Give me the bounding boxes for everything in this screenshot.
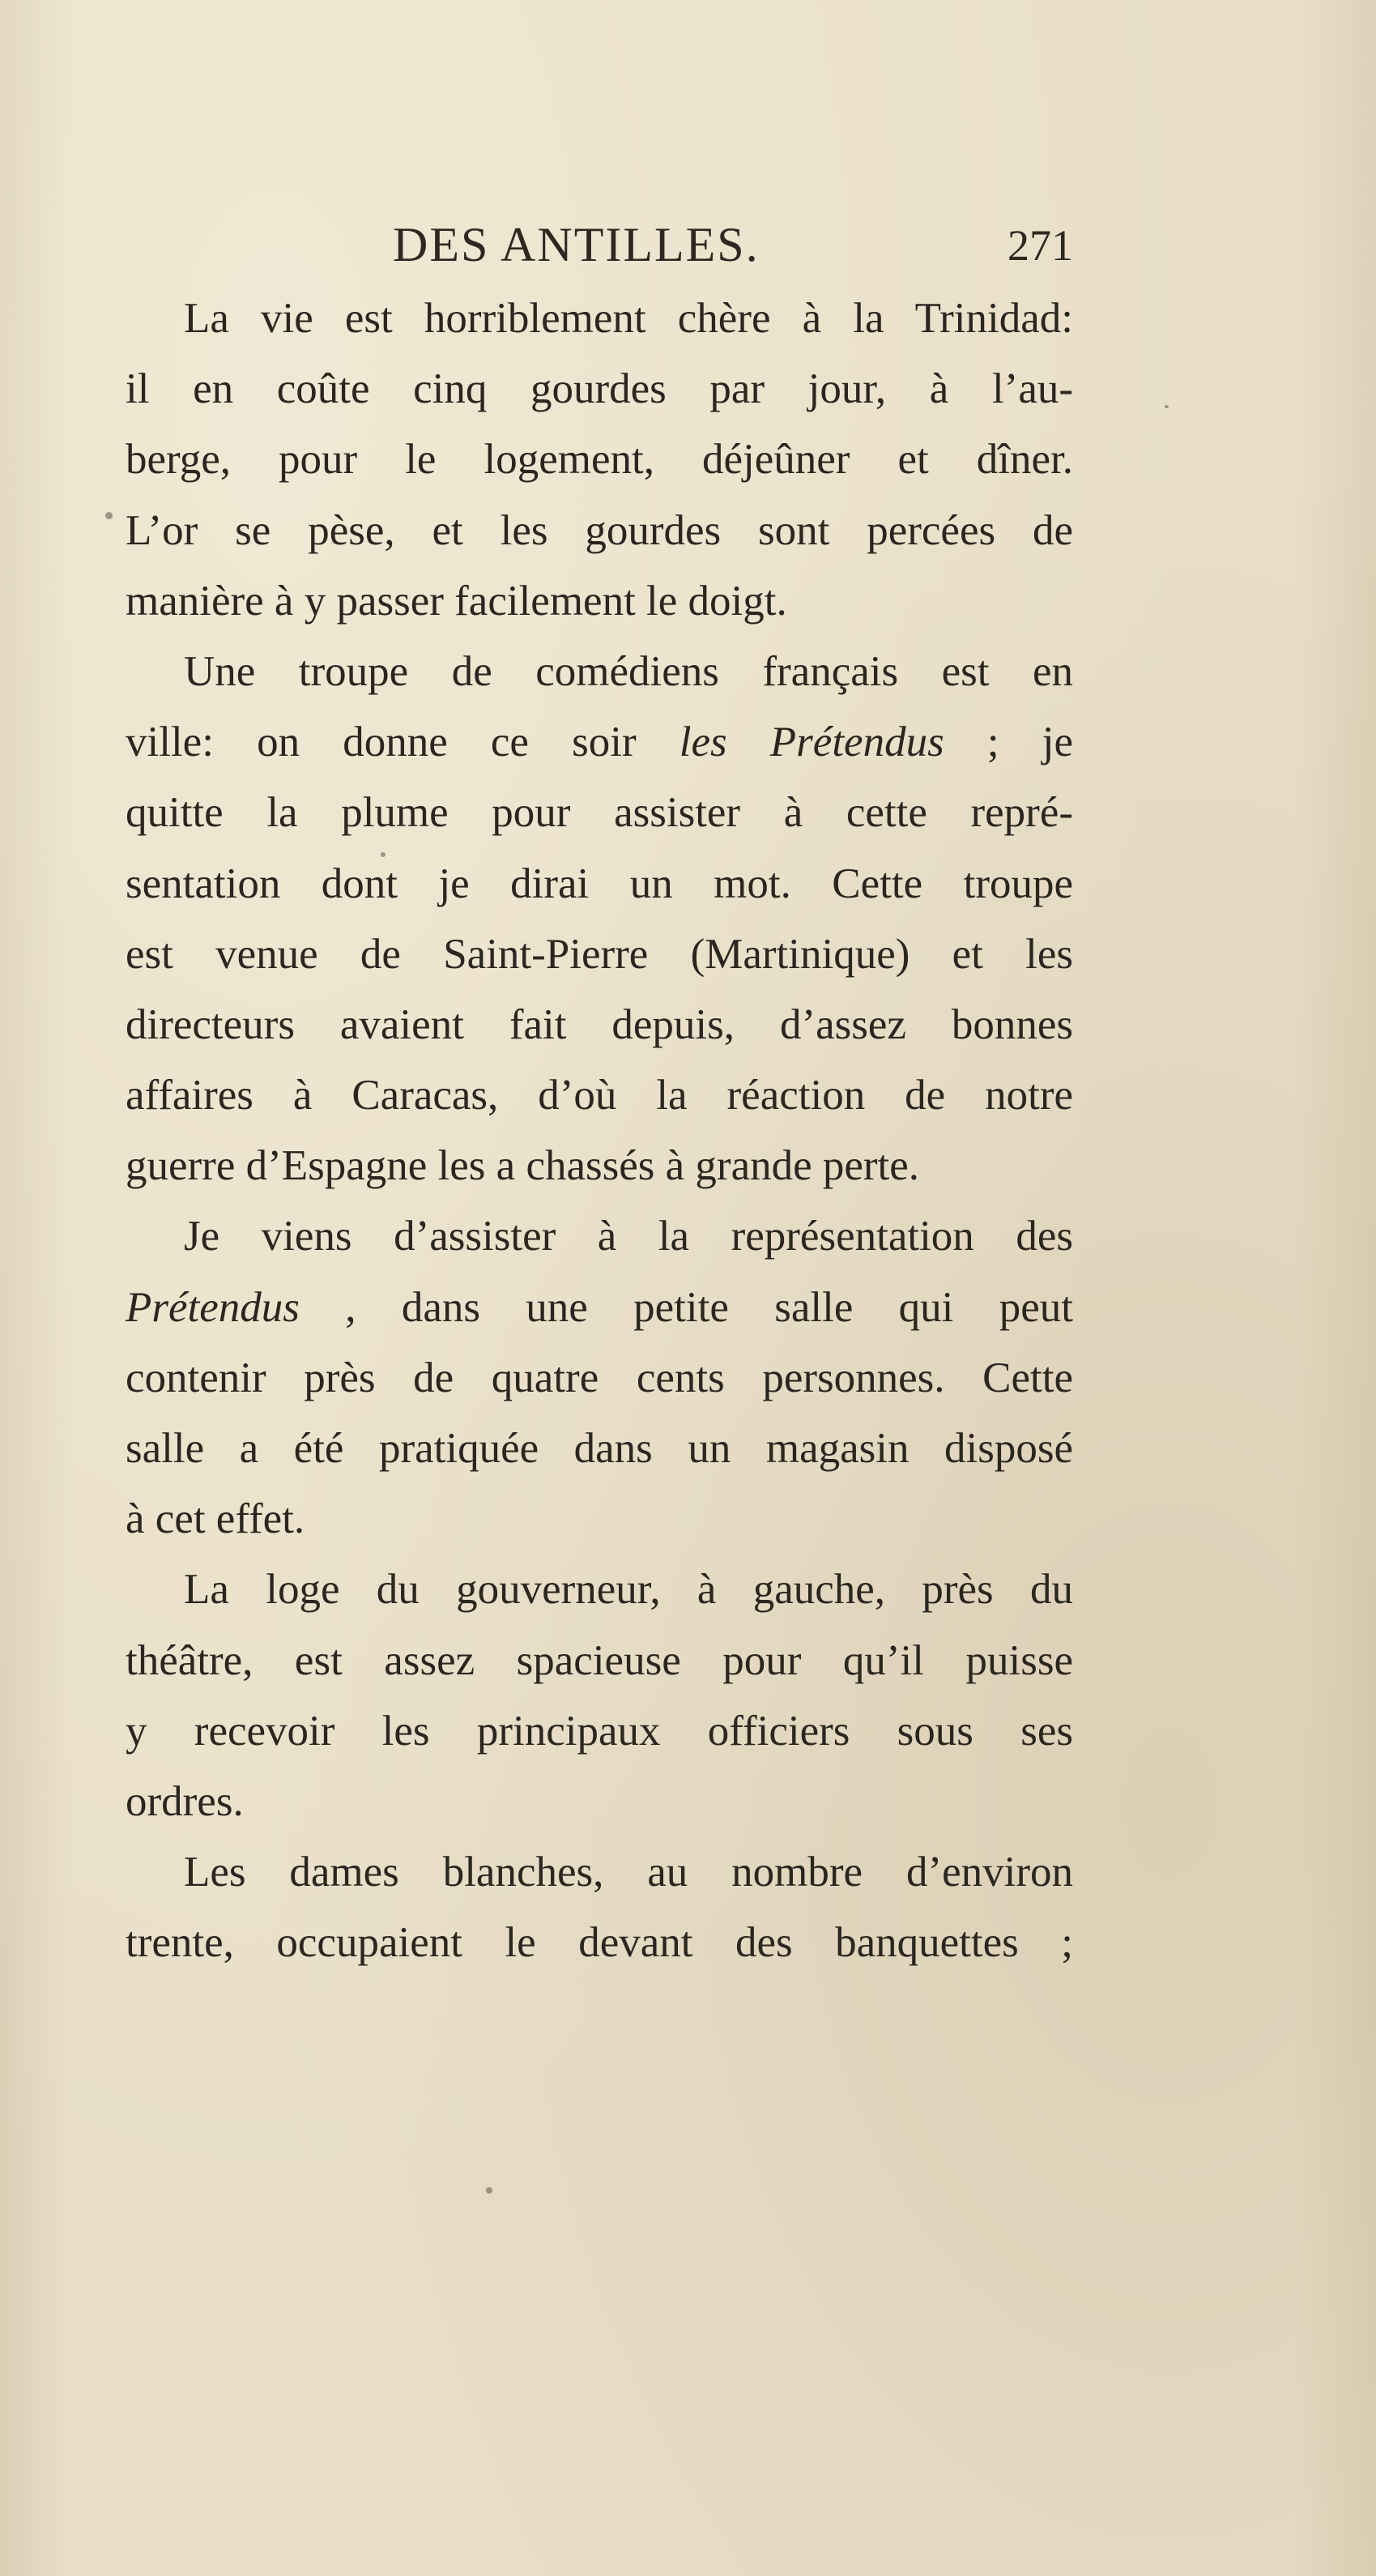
text-line: à cet effet. (126, 1495, 305, 1543)
text-line: Les dames blanches, au nombre d’environ (184, 1849, 1073, 1896)
text-run: , dans une petite salle qui peut (299, 1283, 1073, 1331)
text-line: salle a été pratiquée dans un magasin disposé (126, 1425, 1073, 1472)
text-run: ville: on donne ce soir (126, 719, 679, 766)
body-text (126, 284, 1073, 1979)
text-line: Je viens d’assister à la représentation des (184, 1213, 1073, 1260)
text-line: quitte la plume pour assister à cette repré- (126, 789, 1073, 837)
text-line: manière à y passer facilement le doigt. (126, 577, 787, 625)
play-title-italic: Prétendus (126, 1283, 300, 1331)
text-line: y recevoir les principaux officiers sous ses (126, 1707, 1073, 1755)
play-title-italic: les Prétendus (679, 719, 944, 766)
text-line: Une troupe de comédiens français est en (184, 647, 1073, 695)
text-line: est venue de Saint-Pierre (Martinique) et les (126, 930, 1073, 978)
paper-speck (486, 2187, 492, 2194)
paper-speck (105, 512, 113, 519)
text-line: contenir près de quatre cents personnes. Cette (126, 1354, 1073, 1401)
text-line: sentation dont je dirai un mot. Cette troupe (126, 859, 1073, 907)
running-title: DES ANTILLES. (393, 218, 760, 271)
paper-speck (381, 852, 386, 857)
text-line: affaires à Caracas, d’où la réaction de notre (126, 1072, 1073, 1120)
paper-speck (1165, 405, 1169, 408)
text-line (126, 707, 1073, 778)
text-line: guerre d’Espagne les a chassés à grande perte. (126, 1142, 920, 1190)
text-line: directeurs avaient fait depuis, d’assez bonnes (126, 1000, 1073, 1048)
text-line: théâtre, est assez spacieuse pour qu’il puisse (126, 1636, 1073, 1684)
page-number: 271 (1008, 221, 1073, 270)
text-line: berge, pour le logement, déjeûner et dîner. (126, 436, 1073, 484)
text-line: il en coûte cinq gourdes par jour, à l’au- (126, 365, 1073, 413)
page-header (126, 217, 1073, 274)
text-line: La loge du gouverneur, à gauche, près du (184, 1566, 1073, 1614)
text-line (126, 1273, 1073, 1343)
text-line: trente, occupaient le devant des banquettes ; (126, 1919, 1073, 1967)
text-line: L’or se pèse, et les gourdes sont percées de (126, 506, 1073, 554)
text-run: ; je (944, 719, 1074, 766)
text-line: ordres. (126, 1777, 244, 1825)
text-line: La vie est horriblement chère à la Trinidad: (184, 295, 1073, 342)
